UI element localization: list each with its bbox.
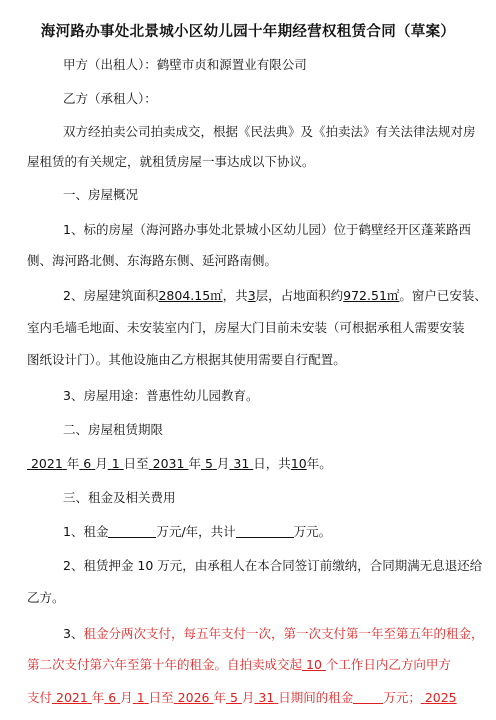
land-area: 972.51㎡ — [343, 288, 400, 303]
rent-line — [63, 524, 331, 540]
section-2-title: 二、房屋租赁期限 — [63, 422, 164, 437]
pay-end-day: 31 — [258, 690, 275, 705]
rent-unit-label: 万元。 — [293, 524, 332, 539]
term-start-year: 2021 — [30, 456, 63, 471]
item-2-floors-prefix: ，共 — [222, 288, 248, 303]
payment-line-3 — [27, 690, 457, 706]
payment-pay-label: 支付 — [27, 690, 53, 705]
term-start-month: 6 — [83, 456, 92, 471]
payment-number: 3、 — [63, 626, 84, 641]
intro-line-1: 双方经拍卖公司拍卖成交，根据《民法典》及《拍卖法》有关法律法规对房 — [63, 124, 476, 139]
day-label: 日 — [253, 456, 266, 471]
term-start-day: 1 — [111, 456, 120, 471]
period-rent-label: 日期间的租金 — [278, 690, 354, 705]
payment-terms-text: 租金分两次支付，每五年支付一次，第一次支付第一年至第五年的租金， — [83, 626, 484, 641]
month-label: 月 — [241, 690, 255, 705]
party-a-label: 甲方（出租人）： — [63, 57, 157, 72]
party-a-line — [63, 57, 307, 73]
pay-start-year: 2021 — [56, 690, 88, 705]
payment-line-2-tail: 个工作日内乙方向甲方 — [325, 657, 451, 672]
year-label: 年 — [91, 690, 105, 705]
day-to-label: 日至 — [148, 690, 174, 705]
building-area: 2804.15㎡ — [158, 288, 223, 303]
rent-label: 1、租金 — [63, 524, 109, 539]
payment-line-2-text: 第二次支付第六年至第十年的租金。自拍卖成交起 — [27, 657, 303, 672]
item-2-line-1 — [63, 288, 487, 304]
deposit-line-2: 乙方。 — [27, 590, 65, 605]
day-to-label: 日至 — [123, 456, 149, 471]
month-label: 月 — [216, 456, 230, 471]
total-label: ，共 — [265, 456, 291, 471]
deposit-line-1: 2、租赁押金 10 万元，由承租人在本合同签订前缴纳，合同期满无息退还给 — [63, 558, 483, 573]
period-rent-unit: 万元； — [383, 690, 421, 705]
year-label: 年 — [188, 456, 201, 471]
pay-start-day: 1 — [136, 690, 145, 705]
annual-rent-blank[interactable] — [108, 524, 156, 538]
payment-next-year: 2025 — [424, 690, 457, 705]
month-label: 月 — [120, 690, 133, 705]
party-b-label: 乙方（承租人）： — [63, 91, 157, 106]
month-label: 月 — [95, 456, 108, 471]
term-end-day: 31 — [233, 456, 250, 471]
party-b-line — [63, 91, 157, 107]
item-3-usage: 3、房屋用途：普惠性幼儿园教育。 — [63, 388, 259, 403]
pay-end-month: 5 — [229, 690, 238, 705]
section-1-title: 一、房屋概况 — [63, 187, 139, 202]
year-label: 年 — [213, 690, 226, 705]
lease-term-line — [27, 456, 332, 472]
item-2-tail: 。窗户已安装、 — [399, 288, 487, 303]
intro-line-2: 屋租赁的有关规定，就租赁房屋一事达成以下协议。 — [27, 154, 315, 169]
contract-title: 海河路办事处北景城小区幼儿园十年期经营权租赁合同（草案） — [40, 24, 456, 40]
term-end-month: 5 — [204, 456, 213, 471]
item-1-line-1: 1、标的房屋（海河路办事处北景城小区幼儿园）位于鹤壁经开区蓬莱路西 — [63, 222, 471, 237]
year-label: 年 — [66, 456, 80, 471]
floor-count: 3 — [247, 288, 256, 303]
pay-start-month: 6 — [108, 690, 117, 705]
payment-workdays: 10 — [306, 657, 322, 672]
item-2-land-prefix: 层，占地面积约 — [255, 288, 344, 303]
item-2-line-2: 室内毛墙毛地面、未安装室内门，房屋大门目前未安装（可根据承租人需要安装 — [27, 320, 465, 335]
payment-line-1 — [63, 626, 483, 642]
section-3-title: 三、租金及相关费用 — [63, 490, 176, 505]
period-rent-blank[interactable] — [353, 690, 383, 704]
total-rent-blank[interactable] — [236, 524, 294, 538]
item-2-line-3: 图纸设计门）。其他设施由乙方根据其使用需要自行配置。 — [27, 352, 346, 367]
payment-line-2 — [27, 657, 451, 673]
item-2-label: 2、房屋建筑面积 — [63, 288, 159, 303]
pay-end-year: 2026 — [177, 690, 210, 705]
item-1-line-2: 侧、海河路北侧、东海路东侧、延河路南侧。 — [27, 253, 278, 268]
term-years: 10 — [290, 456, 307, 471]
term-end-year: 2031 — [152, 456, 185, 471]
rent-per-year-label: 万元/年，共计 — [156, 524, 236, 539]
year-end-label: 年。 — [306, 456, 332, 471]
party-a-value: 鹤壁市贞和源置业有限公司 — [156, 57, 307, 72]
